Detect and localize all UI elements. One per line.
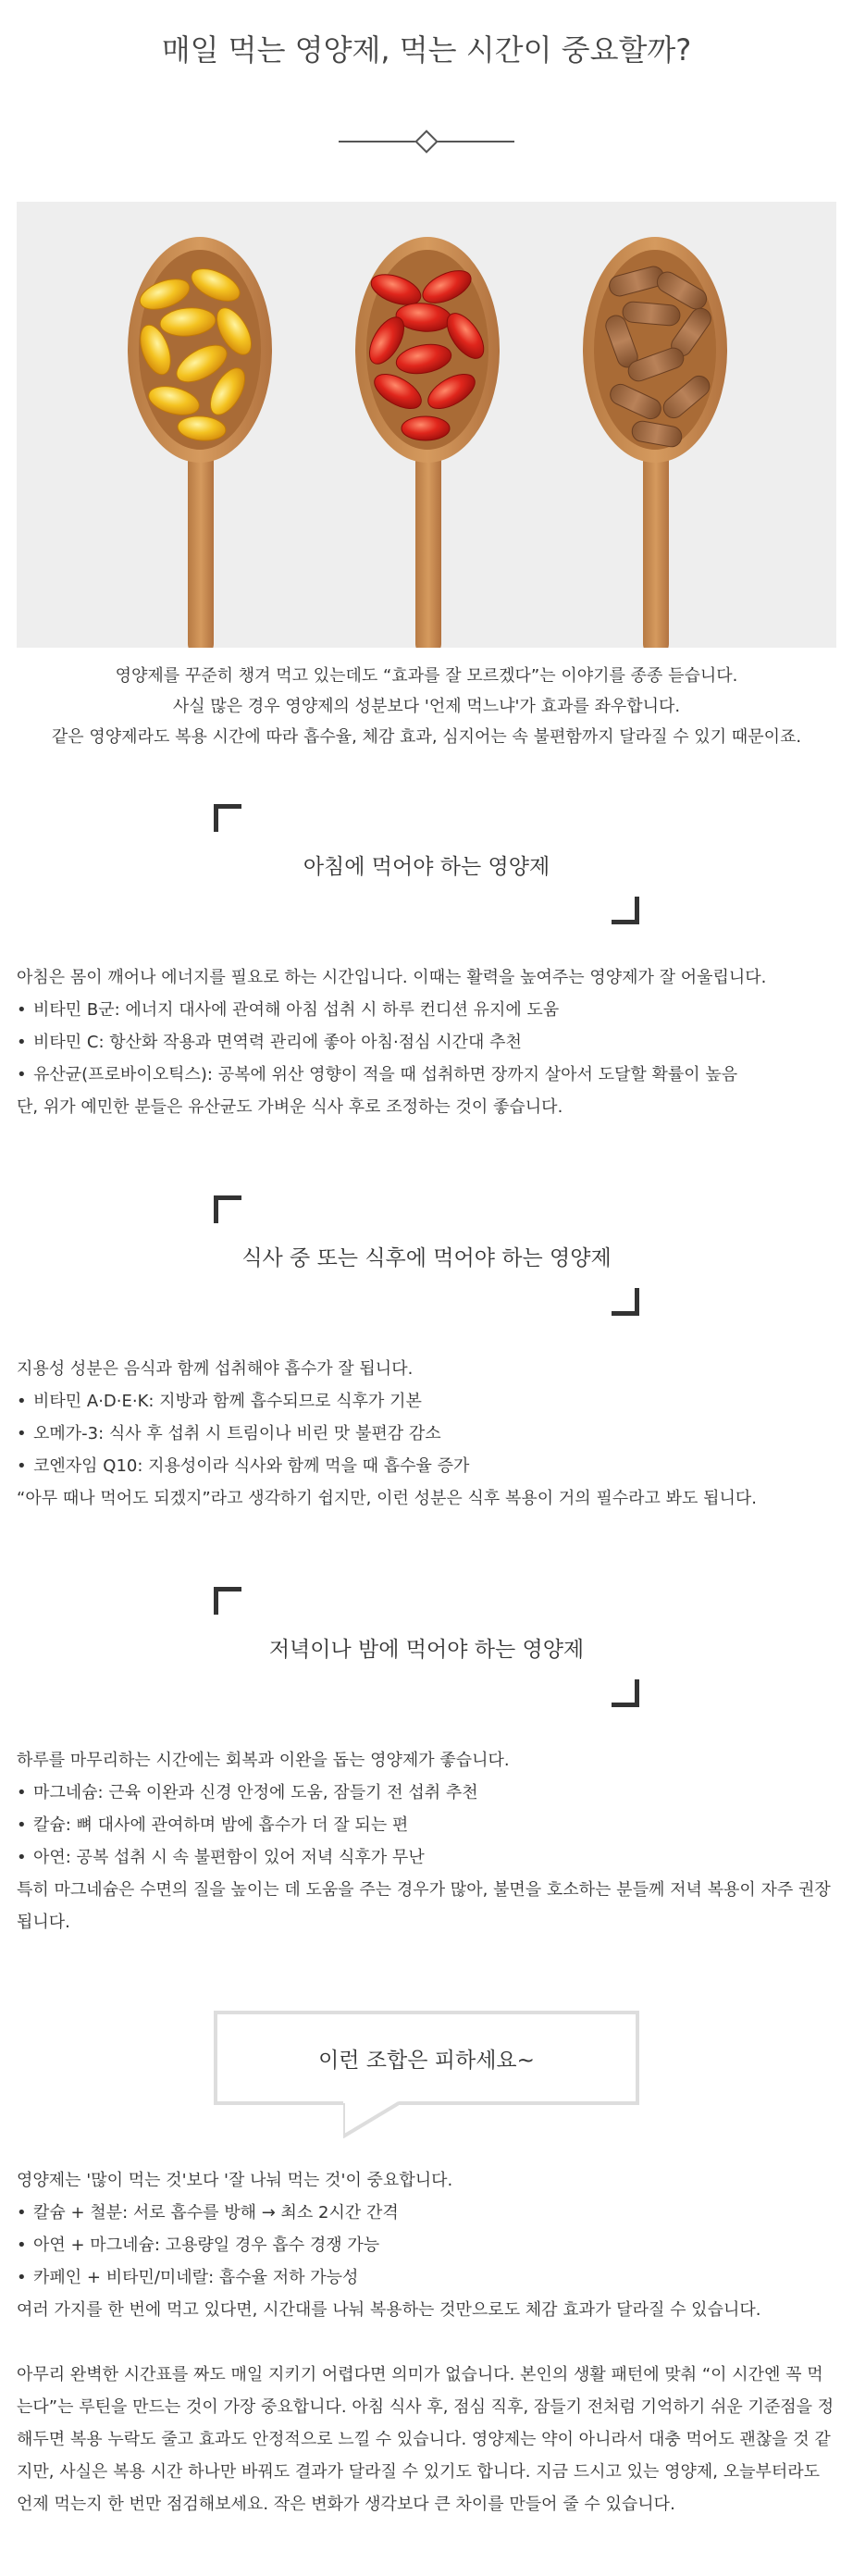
corner-bracket-icon (612, 897, 639, 924)
combo-list (17, 2197, 836, 2294)
corner-bracket-icon (612, 1679, 639, 1707)
list-item: • 비타민 B군: 에너지 대사에 관여해 아침 섭취 시 하루 컨디션 유지에 도움 (17, 994, 836, 1026)
intro-text (0, 661, 853, 752)
section-heading-morning (214, 804, 639, 924)
section-heading-with-meal (214, 1195, 639, 1316)
section-heading-evening (214, 1587, 639, 1707)
section-body-avoid (0, 2164, 853, 2326)
list-item: • 칼슘 + 철분: 서로 흡수를 방해 → 최소 2시간 간격 (17, 2197, 836, 2229)
section-body-with-meal (0, 1353, 853, 1515)
intro-line: 사실 많은 경우 영양제의 성분보다 '언제 먹느냐'가 효과를 좌우합니다. (172, 697, 681, 716)
section-tail: 단, 위가 예민한 분들은 유산균도 가벼운 식사 후로 조정하는 것이 좋습니다. (17, 1097, 563, 1117)
list-item: • 비타민 A·D·E·K: 지방과 함께 흡수되므로 식후가 기본 (17, 1385, 836, 1418)
bubble-tail-icon (343, 2101, 399, 2138)
intro-line: 영양제를 꾸준히 챙겨 먹고 있는데도 “효과를 잘 모르겠다”는 이야기를 종종 듣습니다. (115, 666, 738, 686)
supplement-list (17, 1777, 836, 1874)
closing-paragraph (0, 2359, 853, 2520)
supplement-list (17, 1385, 836, 1482)
supplement-list (17, 994, 836, 1091)
intro-line: 같은 영양제라도 복용 시간에 따라 흡수율, 체감 효과, 심지어는 속 불편함까지 달라질 수 있기 때문이죠. (51, 727, 802, 747)
corner-bracket-icon (612, 1288, 639, 1316)
diamond-divider-icon (339, 128, 514, 155)
spoon-brown-capsules (583, 237, 727, 648)
spoon-yellow-capsules (128, 237, 272, 648)
section-tail: 특히 마그네슘은 수면의 질을 높이는 데 도움을 주는 경우가 많아, 불면을 호소하는 분들께 저녁 복용이 자주 권장됩니다. (17, 1880, 831, 1932)
section-lead: 영양제는 '많이 먹는 것'보다 '잘 나눠 먹는 것'이 중요합니다. (17, 2171, 453, 2190)
section-heading-text: 아침에 먹어야 하는 영양제 (303, 854, 550, 879)
section-tail: 여러 가지를 한 번에 먹고 있다면, 시간대를 나눠 복용하는 것만으로도 체감 효과가 달라질 수 있습니다. (17, 2300, 761, 2320)
list-item: • 오메가-3: 식사 후 섭취 시 트림이나 비린 맛 불편감 감소 (17, 1418, 836, 1450)
section-lead: 지용성 성분은 음식과 함께 섭취해야 흡수가 잘 됩니다. (17, 1359, 414, 1379)
section-heading-text: 저녁이나 밤에 먹어야 하는 영양제 (268, 1637, 585, 1662)
list-item: • 아연: 공복 섭취 시 속 불편함이 있어 저녁 식후가 무난 (17, 1841, 836, 1874)
section-tail: “아무 때나 먹어도 되겠지”라고 생각하기 쉽지만, 이런 성분은 식후 복용이 거의 필수라고 봐도 됩니다. (17, 1489, 757, 1508)
list-item: • 비타민 C: 항산화 작용과 면역력 관리에 좋아 아침·점심 시간대 추천 (17, 1026, 836, 1059)
speech-bubble-icon (214, 2011, 639, 2149)
list-item: • 칼슘: 뼈 대사에 관여하며 밤에 흡수가 더 잘 되는 편 (17, 1809, 836, 1841)
list-item: • 마그네슘: 근육 이완과 신경 안정에 도움, 잠들기 전 섭취 추천 (17, 1777, 836, 1809)
avoid-heading: 이런 조합은 피하세요~ (214, 2011, 639, 2105)
closing-text: 아무리 완벽한 시간표를 짜도 매일 지키기 어렵다면 의미가 없습니다. 본인의 생활 패턴에 맞춰 “이 시간엔 꼭 먹는다”는 루틴을 만드는 것이 가장 중요합니다. 아침 식사 후, 점심 직후, 잠들기 전처럼 기억하기 쉬운 기준점을 정해두면 복용 누락도 줄고 효과도 안정적으로 느낄 수 있습니다. 영양제는 약이 아니라서 대충 먹어도 괜찮을 것 같지만, 사실은 복용 시간 하나만 바꿔도 결과가 달라질 수 있기도 합니다. 지금 드시고 있는 영양제, 오늘부터라도 언제 먹는지 한 번만 점검해보세요. 작은 변화가 생각보다 큰 차이를 만들어 줄 수 있습니다. (17, 2365, 834, 2514)
section-body-evening (0, 1744, 853, 1938)
section-lead: 아침은 몸이 깨어나 에너지를 필요로 하는 시간입니다. 이때는 활력을 높여주는 영양제가 잘 어울립니다. (17, 968, 767, 987)
section-lead: 하루를 마무리하는 시간에는 회복과 이완을 돕는 영양제가 좋습니다. (17, 1751, 510, 1770)
list-item: • 카페인 + 비타민/미네랄: 흡수율 저하 가능성 (17, 2261, 836, 2294)
section-heading-text: 식사 중 또는 식후에 먹어야 하는 영양제 (241, 1245, 612, 1270)
section-body-morning (0, 961, 853, 1123)
page-title: 매일 먹는 영양제, 먹는 시간이 중요할까? (161, 32, 692, 68)
list-item: • 코엔자임 Q10: 지용성이라 식사와 함께 먹을 때 흡수율 증가 (17, 1450, 836, 1482)
spoon-red-capsules (355, 237, 500, 648)
hero-image-supplement-spoons (17, 202, 836, 648)
list-item: • 유산균(프로바이오틱스): 공복에 위산 영향이 적을 때 섭취하면 장까지 살아서 도달할 확률이 높음 (17, 1059, 836, 1091)
list-item: • 아연 + 마그네슘: 고용량일 경우 흡수 경쟁 가능 (17, 2229, 836, 2261)
